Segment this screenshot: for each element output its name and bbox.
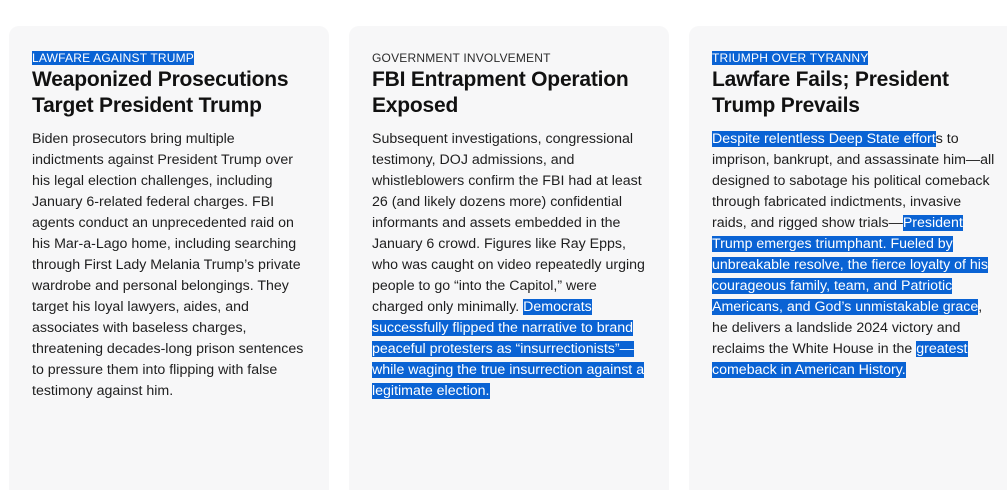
card-government <box>349 26 669 490</box>
card-body[interactable] <box>712 129 996 381</box>
card-triumph <box>689 26 1007 490</box>
kicker-wrap <box>372 49 646 64</box>
card-kicker[interactable]: TRIUMPH OVER TYRANNY <box>712 51 869 65</box>
card-title[interactable]: Lawfare Fails; President Trump Prevails <box>712 68 949 117</box>
card-body[interactable]: Biden prosecutors bring multiple indictments against President Trump over his legal election challenges, including January 6-related federal charges. FBI agents conduct an unprecedented raid on his Mar-a-Lago home, including searching through First Lady Melania Trump’s private wardrobe and personal belongings. They target his loyal lawyers, aides, and associates with baseless charges, threatening decades-long prison sentences to pressure them into flipping with false testimony against him. <box>32 131 304 399</box>
selected-text: Democrats successfully flipped the narrative to brand peaceful protesters as “insurrectionists”—while waging the true insurrection against a legitimate election. <box>372 299 645 399</box>
card-body[interactable] <box>372 129 646 402</box>
body-text: Subsequent investigations, congressional testimony, DOJ admissions, and whistleblowers confirm the FBI had at least 26 (and likely dozens more) confidential informants and assets embedded in the January 6 crowd. Figures like Ray Epps, who was caught on video repeatedly urging people to go “into the Capitol,” were charged only minimally. <box>372 131 645 315</box>
kicker-wrap <box>32 49 306 64</box>
kicker-wrap <box>712 49 996 64</box>
card-kicker[interactable]: LAWFARE AGAINST TRUMP <box>32 51 195 65</box>
card-title[interactable]: FBI Entrapment Operation Exposed <box>372 68 629 117</box>
card-kicker[interactable]: GOVERNMENT INVOLVEMENT <box>372 51 551 65</box>
card-lawfare <box>9 26 329 490</box>
card-title[interactable]: Weaponized Prosecutions Target President Trump <box>32 68 289 117</box>
body-text: s to imprison, bankrupt, and assassinate him—all designed to sabotage his political comeback through fabricated indictments, invasive raids, and rigged show trials— <box>712 131 995 231</box>
selected-text: greatest comeback in American History. <box>712 341 968 378</box>
selected-text: President Trump emerges triumphant. Fueled by unbreakable resolve, the fierce loyalty of his courageous family, team, and Patriotic Americans, and God’s unmistakable grace <box>712 215 989 315</box>
selected-text: Despite relentless Deep State effort <box>712 131 936 147</box>
body-text: , he delivers a landslide 2024 victory and reclaims the White House in the <box>712 299 983 357</box>
